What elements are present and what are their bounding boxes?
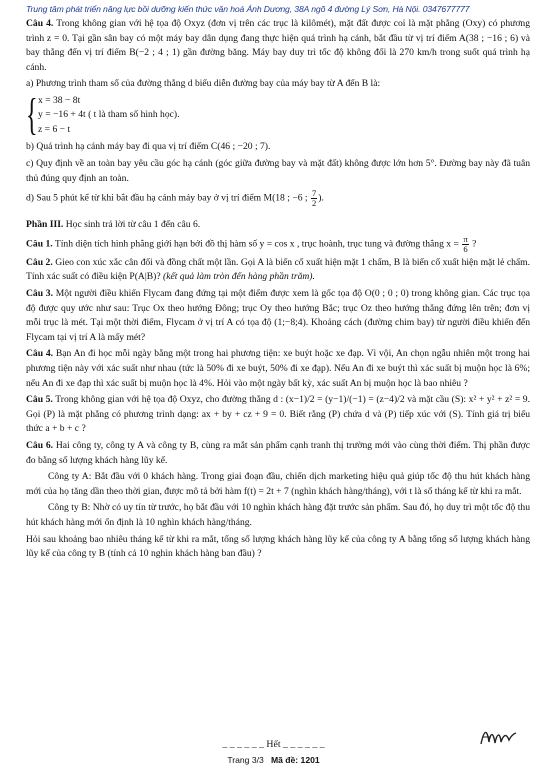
cau4-c: c) Quy định về an toàn bay yêu cầu góc hạ cánh (góc giữa đường bay và mặt đất) không được lớn hơn 5°. Đường bay này đã tuân thủ đúng quy định an toàn. <box>26 158 530 184</box>
question-6: Câu 6. Hai công ty, công ty A và công ty B, cùng ra mắt sản phẩm cạnh tranh thị trường mới vào cùng thời điểm. Thị phần được đo bằng số lượng khách hàng lũy kế. <box>26 439 531 466</box>
cau4-b: b) Quá trình hạ cánh máy bay đi qua vị trí điểm C(46 ; −20 ; 7). <box>26 141 271 153</box>
part-3-heading: Phần III. Học sinh trả lời từ câu 1 đến câu 6. <box>26 219 201 231</box>
sys-line-z: z = 6 − t <box>38 123 71 135</box>
exam-page <box>26 4 530 564</box>
parametric-system <box>26 89 530 139</box>
signature-icon <box>478 724 518 750</box>
end-marker: _ _ _ _ _ _ Hết _ _ _ _ _ _ <box>222 739 325 750</box>
cau4-label: Câu 4. <box>26 18 54 29</box>
question-6-company-a: Công ty A: Bắt đầu với 0 khách hàng. Trong giai đoạn đầu, chiến dịch marketing hiệu quả giúp tốc độ thu hút khách hàng mới của họ tăng dần theo thời gian, được mô tả bởi hàm f(t) = 2t + 7 (nghìn khách hàng/tháng), với t là số tháng kể từ khi ra mắt. <box>26 471 530 497</box>
question-2: Câu 2. Gieo con xúc xắc cân đối và đồng chất một lần. Gọi A là biến cố xuất hiện mặt 1 chấm, B là biến cố xuất hiện mặt lẻ chấm. Tính xác suất có điều kiện P(A|B)? (kết quả làm tròn đến hàng phần trăm). <box>26 256 531 283</box>
page-footer: Trang 3/3 Mã đề: 1201 <box>227 755 320 765</box>
question-5: Câu 5. Trong không gian với hệ tọa độ Oxyz, cho đường thẳng d : (x−1)/2 = (y−1)/(−1) = (z−4)/2 và mặt cầu (S): x² + y² + z² = 9. Gọi (P) là mặt phẳng có phương trình dạng: ax + by + cz + 9 = 0. Biết rằng (P) chứa d và (P) tiếp xúc với (S). Tính giá trị biểu thức a + b + c ? <box>26 394 530 435</box>
sys-line-y: y = −16 + 4t ( t là tham số hình học). <box>38 109 180 121</box>
question-6-ask: Hỏi sau khoảng bao nhiêu tháng kể từ khi ra mắt, tổng số lượng khách hàng lũy kế của công ty A bằng tổng số lượng khách hàng lũy kế của công ty B (tính cả 10 nghìn khách hàng ban đầu) ? <box>26 533 530 560</box>
question-3: Câu 3. Một người điều khiển Flycam đang đứng tại một điểm được xem là gốc tọa độ O(0 ; 0 ; 0) trong không gian. Các trục tọa độ được quy ước như sau: Trục Ox theo hướng Đông; trục Oy theo hướng Bắc; trục Oz theo hướng thẳng đứng lên trên; đơn vị mỗi trục là mét. Tại một thời điểm, Flycam ở vị trí A có tọa độ (1;−8;4). Khoảng cách (đường chim bay) từ người điều khiển đến Flycam tại vị trí A là mấy mét? <box>26 288 530 343</box>
fraction: $\frac{7}{2}$ <box>312 188 317 209</box>
question-4: Câu 4. Bạn An đi học mỗi ngày bằng một trong hai phương tiện: xe buýt hoặc xe đạp. Vì vội, An chọn ngẫu nhiên một trong hai phương tiện này với xác suất như nhau (tức là 50% đi xe buýt, 50% đi xe đạp). Nếu An đi xe buýt thì xác suất bị muộn học là 6%; nếu An đi xe đạp thì xác suất bị muộn học là 4%. Hỏi vào một ngày bất kỳ, xác suất An bị muộn học là bao nhiêu ? <box>26 348 530 389</box>
brace-symbol: { <box>26 89 38 139</box>
sys-line-x: x = 38 − 8t <box>38 94 81 106</box>
fraction: $\frac{\pi}{6}$ <box>463 233 468 254</box>
question-1: Câu 1. Tính diện tích hình phẳng giới hạn bởi đồ thị hàm số y = cos x , trục hoành, trục tung và đường thẳng x = $\frac{\pi}{6}$ ? <box>26 233 477 254</box>
cau4-d: d) Sau 5 phút kể từ khi bắt đầu hạ cánh máy bay ở vị trí điểm M(18 ; −6 ; $\frac{7}{2}$ ). <box>26 188 324 209</box>
page-header: Trung tâm phát triển năng lực bồi dưỡng kiến thức văn hoá Ánh Dương, 38A ngõ 4 đường Lý Sơn, Hà Nội. 0347677777 <box>26 4 470 14</box>
cau4-intro: Câu 4. Trong không gian với hệ tọa độ Oxyz (đơn vị trên các trục là kilômét), mặt đất được coi là mặt phẳng (Oxy) có phương trình z = 0. Tại gần sân bay có một máy bay dân dụng đang thực hiện quá trình hạ cánh, bắt đầu từ vị trí điểm A(38 ; −16 ; 6) và bay thẳng đến vị trí điểm B(−2 ; 4 ; 1) gần đường băng. Máy bay duy trì tốc độ không đổi là 270 km/h trong suốt quá trình hạ cánh. <box>26 18 531 73</box>
cau4-a: a) Phương trình tham số của đường thẳng d biểu diễn đường bay của máy bay từ A đến B là: <box>26 78 381 90</box>
question-6-company-b: Công ty B: Nhờ có uy tín từ trước, họ bắt đầu với 10 nghìn khách hàng đặt trước sản phẩm. Sau đó, họ duy trì một tốc độ thu hút khách hàng mới ổn định là 10 nghìn khách hàng/tháng. <box>26 502 530 528</box>
